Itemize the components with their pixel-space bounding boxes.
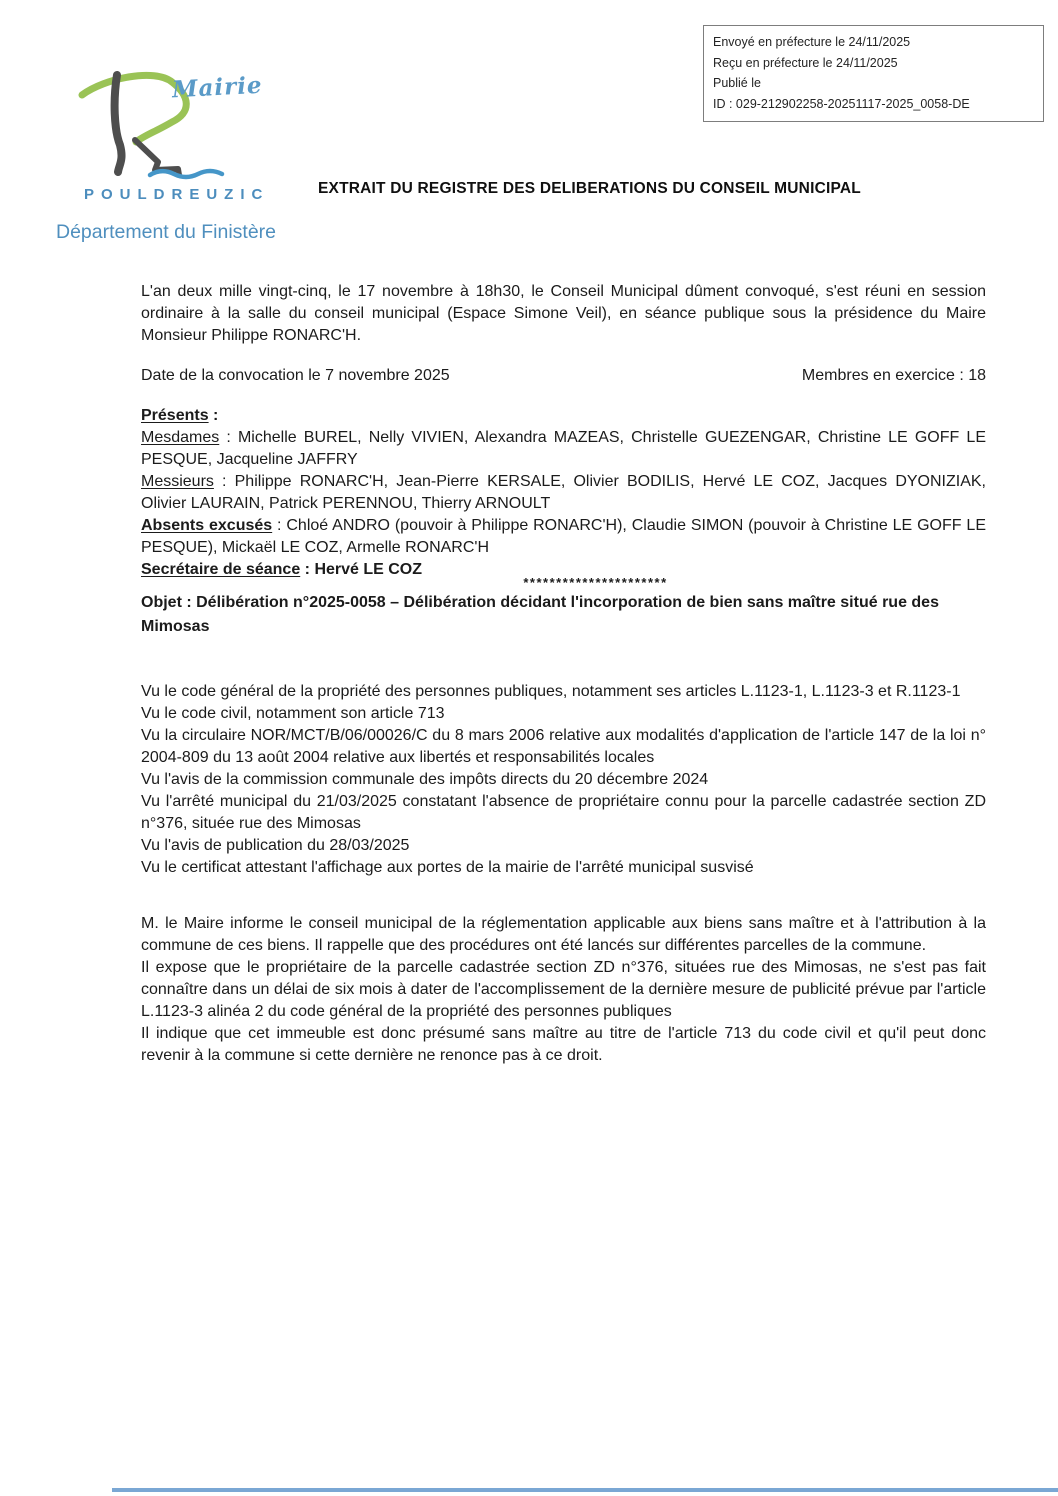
vu-paragraph: Vu l'avis de la commission communale des impôts directs du 20 décembre 2024 (141, 771, 709, 788)
letterhead-footer-rule (112, 1488, 1058, 1492)
maire-informe-paragraph: M. le Maire informe le conseil municipal de la réglementation applicable aux biens sans maître et à l'attribution à la commune de ces biens. Il rappelle que des procédures ont été lancés sur différentes parcelles de la commune. (141, 915, 986, 954)
logo-commune-name: POULDREUZIC (84, 186, 270, 203)
mesdames-names: : Michelle BUREL, Nelly VIVIEN, Alexandra MAZEAS, Christelle GUEZENGAR, Christine LE GOFF LE PESQUE, Jacqueline JAFFRY (141, 429, 986, 468)
department-label: Département du Finistère (56, 221, 277, 243)
stamp-recu-line: Reçu en préfecture le 24/11/2025 (713, 55, 898, 70)
secretaire-name: : Hervé LE COZ (300, 561, 423, 578)
document-body (141, 281, 986, 1067)
prefecture-stamp-box (703, 25, 1044, 122)
absents-line (141, 515, 986, 559)
stamp-envoye-line: Envoyé en préfecture le 24/11/2025 (713, 35, 911, 49)
expose-paragraph: Il expose que le propriétaire de la parcelle cadastrée section ZD n°376, situées rue des Mimosas, ne s'est pas fait connaître dans un délai de six mois à dater de l'accomplissement de la dernière mesure de publicité prévue par l'article L.1123-3 alinéa 2 du code général de la propriété des personnes publiques (141, 959, 986, 1020)
vu-paragraph: Vu le code civil, notamment son article 713 (141, 705, 445, 722)
members-in-office-count: Membres en exercice : 18 (801, 367, 986, 384)
absents-names: : Chloé ANDRO (pouvoir à Philippe RONARC'H), Claudie SIMON (pouvoir à Christine LE GOFF LE PESQUE), Mickaël LE COZ, Armelle RONARC'H (141, 517, 987, 556)
session-intro-paragraph: L'an deux mille vingt-cinq, le 17 novembre à 18h30, le Conseil Municipal dûment convoqué, s'est réuni en session ordinaire à la salle du conseil municipal (Espace Simone Veil), en séance publique sous la présidence du Maire Monsieur Philippe RONARC'H. (141, 283, 986, 344)
absents-label: Absents excusés (141, 517, 273, 534)
presents-label: Présents (141, 407, 209, 424)
messieurs-label: Messieurs (141, 473, 214, 490)
objet-heading: Objet : Délibération n°2025-0058 – Délibération décidant l'incorporation de bien sans maître situé rue des Mimosas (141, 594, 939, 635)
messieurs-names: : Philippe RONARC'H, Jean-Pierre KERSALE, Olivier BODILIS, Hervé LE COZ, Jacques DYONIZIAK, Olivier LAURAIN, Patrick PERENNOU, Thierry ARNOULT (141, 473, 986, 512)
messieurs-line (141, 471, 986, 515)
indique-paragraph: Il indique que cet immeuble est donc présumé sans maître au titre de l'article 713 du code civil et qu'il peut donc revenir à la commune si cette dernière ne renonce pas à ce droit. (141, 1025, 986, 1064)
presents-colon: : (208, 407, 219, 424)
convocation-date: Date de la convocation le 7 novembre 2025 (141, 367, 450, 384)
vu-paragraph: Vu la circulaire NOR/MCT/B/06/00026/C du 8 mars 2006 relative aux modalités d'application de l'article 147 de la loi n° 2004-809 du 13 août 2004 relative aux libertés et responsabilités locales (141, 727, 986, 766)
convocation-row (141, 365, 986, 387)
stamp-publie-line: Publié le (713, 76, 761, 90)
asterisk-separator: ********************** (523, 575, 668, 590)
mesdames-label: Mesdames (141, 429, 220, 446)
document-title: EXTRAIT DU REGISTRE DES DELIBERATIONS DU CONSEIL MUNICIPAL (318, 180, 861, 197)
vu-paragraph: Vu le certificat attestant l'affichage aux portes de la mairie de l'arrêté municipal susvisé (141, 859, 754, 876)
stamp-id-line: ID : 029-212902258-20251117-2025_0058-DE (713, 96, 970, 111)
presents-heading (141, 405, 986, 427)
vu-paragraph: Vu le code général de la propriété des personnes publiques, notamment ses articles L.1123-1, L.1123-3 et R.1123-1 (141, 683, 961, 700)
secretaire-label: Secrétaire de séance (141, 561, 301, 578)
mesdames-line (141, 427, 986, 471)
vu-paragraph: Vu l'arrêté municipal du 21/03/2025 constatant l'absence de propriétaire connu pour la parcelle cadastrée section ZD n°376, située rue des Mimosas (141, 793, 986, 832)
logo-mairie-text: Mairie (171, 71, 264, 104)
attendance-present-block (141, 405, 986, 515)
vu-paragraph: Vu l'avis de publication du 28/03/2025 (141, 837, 410, 854)
